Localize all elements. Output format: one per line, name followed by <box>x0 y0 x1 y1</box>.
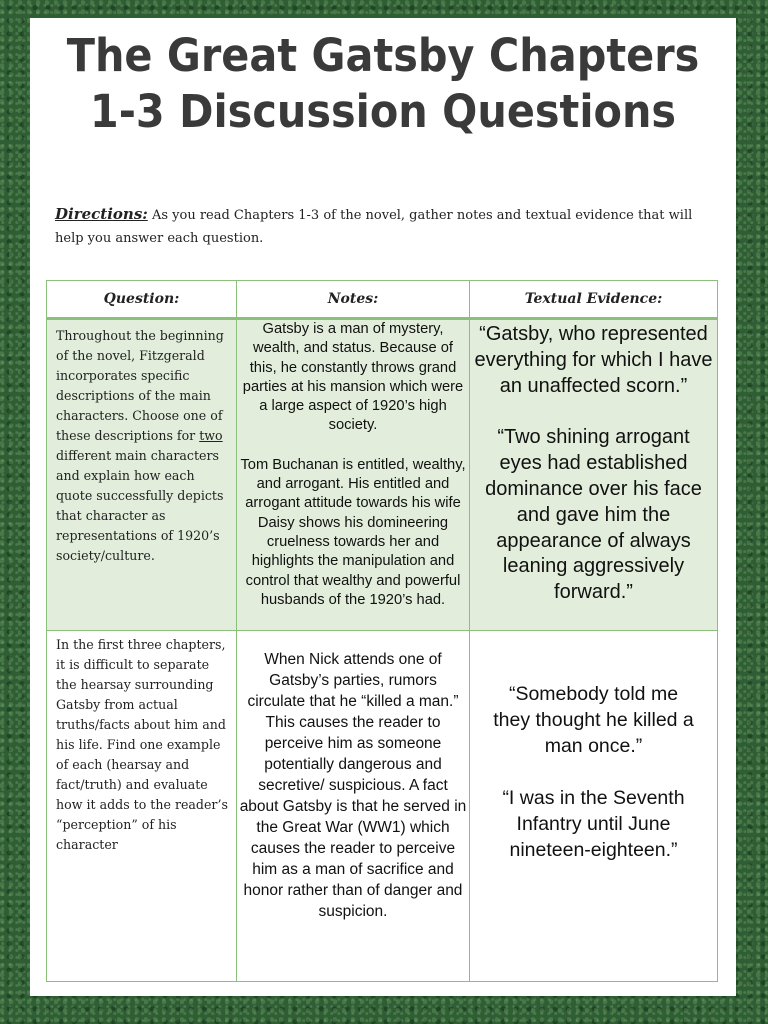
table-row <box>47 631 718 982</box>
table-header-row <box>47 281 718 319</box>
notes-text: When Nick attends one of Gatsby’s parties, rumors circulate that he “killed a man.” This causes the reader to perceive him as someone potentially dangerous and secretive/ suspicious. A fact about Gatsby is that he served in the Great War (WW1) which causes the reader to perceive him as a man of sacrifice and honor rather than of danger and suspicion. <box>239 651 467 920</box>
notes-text: Tom Buchanan is entitled, wealthy, and arrogant. His entitled and arrogant attitude towards his wife Daisy shows his domineering cruelness towards her and highlights the manipulation and control that wealthy and powerful husbands of the 1920’s had. <box>240 456 466 608</box>
table-row <box>47 319 718 631</box>
evidence-quote: “Somebody told me they thought he killed a man once.” <box>493 683 694 757</box>
header-evidence: Textual Evidence: <box>470 281 718 319</box>
directions-text: As you read Chapters 1-3 of the novel, gather notes and textual evidence that will help you answer each question. <box>55 208 693 246</box>
notes-text: Gatsby is a man of mystery, wealth, and status. Because of this, he constantly throws grand parties at his mansion which were a large aspect of 1920’s high society. <box>242 321 464 434</box>
evidence-cell <box>470 631 718 982</box>
header-notes: Notes: <box>237 281 470 319</box>
header-question: Question: <box>47 281 237 319</box>
evidence-quote: “Gatsby, who represented everything for which I have an unaffected scorn.” <box>474 323 713 397</box>
directions <box>55 203 715 250</box>
notes-cell <box>237 631 470 982</box>
notes-cell <box>237 319 470 631</box>
question-table <box>46 280 718 982</box>
worksheet-page <box>30 18 736 996</box>
evidence-quote: “I was in the Seventh Infantry until June nineteen-eighteen.” <box>502 787 685 861</box>
question-text-part: different main characters and explain how each quote successfully depicts that character as representations of 1920’s society/culture. <box>56 448 224 563</box>
question-cell <box>47 631 237 982</box>
evidence-cell <box>470 319 718 631</box>
question-emphasis: two <box>199 428 223 443</box>
question-text <box>47 320 236 566</box>
directions-label: Directions: <box>55 205 148 223</box>
question-text-part: Throughout the beginning of the novel, Fitzgerald incorporates specific descriptions of the main characters. Choose one of these descriptions for <box>56 328 224 443</box>
question-text: In the first three chapters, it is difficult to separate the hearsay surrounding Gatsby from actual truths/facts about him and his life. Find one example of each (hearsay and fact/truth) and evaluate how it adds to the reader’s “perception” of his character <box>56 637 228 852</box>
evidence-quote: “Two shining arrogant eyes had established dominance over his face and gave him the appearance of always leaning aggressively forward.” <box>485 426 702 604</box>
title-line-1: The Great Gatsby Chapters <box>66 29 700 82</box>
title-line-2: 1-3 Discussion Questions <box>89 85 677 138</box>
page-title <box>58 28 708 140</box>
question-cell <box>47 319 237 631</box>
